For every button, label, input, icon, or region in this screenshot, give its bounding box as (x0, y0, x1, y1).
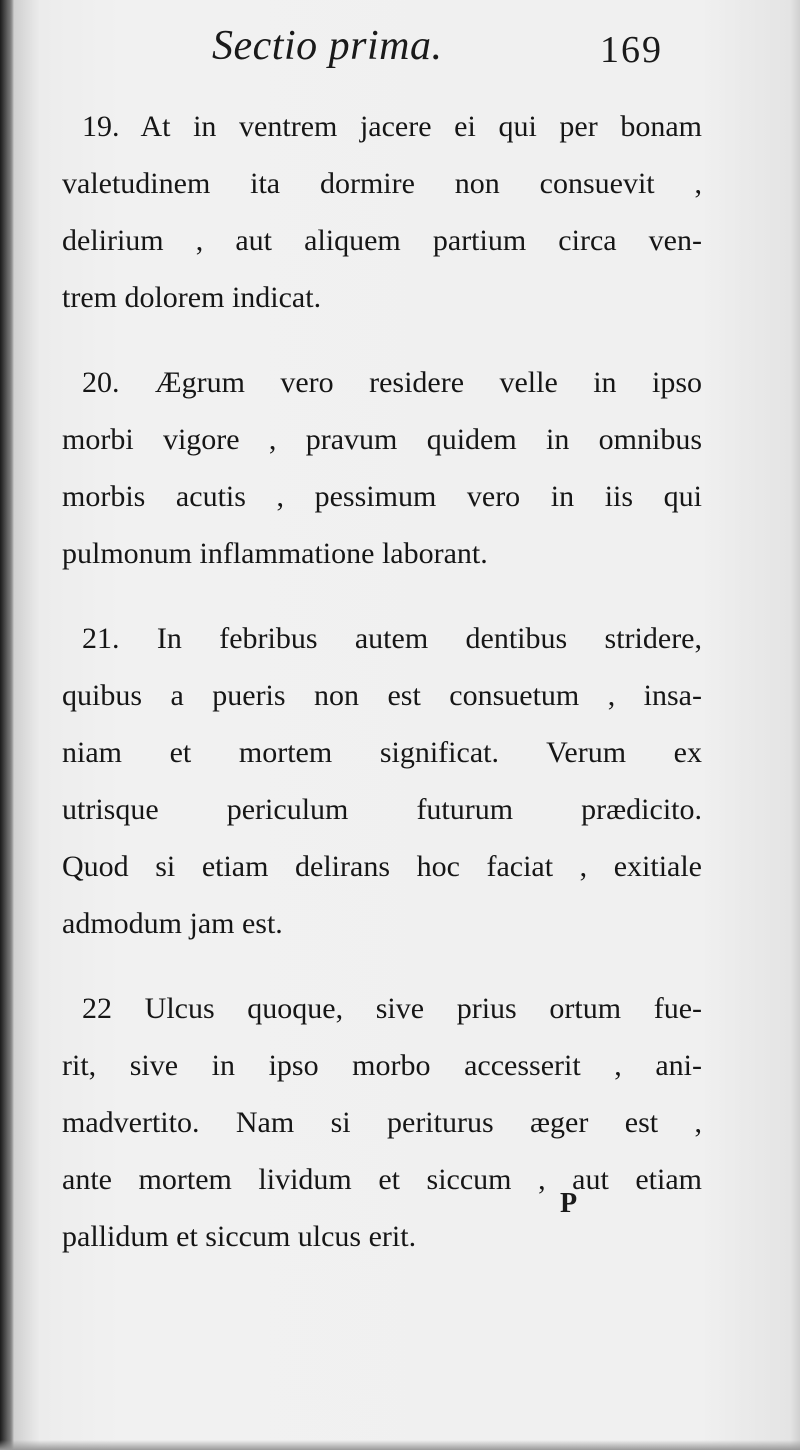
text-line: utrisque periculum futurum prædicito. (62, 793, 702, 826)
text-line: pulmonum inflammatione laborant. (62, 537, 488, 570)
paragraph-20 (62, 354, 702, 582)
text-line: morbi vigore , pravum quidem in omnibus (62, 423, 702, 456)
text-line: valetudinem ita dormire non consuevit , (62, 167, 702, 200)
text-line: trem dolorem indicat. (62, 281, 322, 314)
text-line: delirium , aut aliquem partium circa ven- (62, 224, 702, 257)
paragraph-21 (62, 610, 702, 952)
text-line: niam et mortem significat. Verum ex (62, 736, 702, 769)
paragraph-22 (62, 980, 702, 1265)
text-line: rit, sive in ipso morbo accesserit , ani- (62, 1049, 702, 1082)
page-number: 169 (600, 29, 663, 71)
page-header (0, 22, 800, 82)
text-line: quibus a pueris non est consuetum , insa- (62, 679, 702, 712)
text-line: morbis acutis , pessimum vero in iis qui (62, 480, 702, 513)
paragraph-19 (62, 98, 702, 326)
text-line: 22 Ulcus quoque, sive prius ortum fue- (82, 992, 702, 1025)
binding-shadow (0, 0, 14, 1450)
body-text (62, 98, 702, 1293)
text-line: ante mortem lividum et siccum , aut etiam (62, 1163, 702, 1196)
text-line: madvertito. Nam si periturus æger est , (62, 1106, 702, 1139)
signature-mark: P (560, 1188, 578, 1219)
running-title: Sectio prima. (212, 23, 443, 69)
text-line: 21. In febribus autem dentibus stridere, (82, 622, 702, 655)
text-line: pallidum et siccum ulcus erit. (62, 1220, 417, 1253)
text-line: admodum jam est. (62, 907, 283, 940)
page-bottom-shade (0, 1440, 800, 1450)
text-line: 19. At in ventrem jacere ei qui per bonam (82, 110, 702, 143)
text-line: Quod si etiam delirans hoc faciat , exitiale (62, 850, 702, 883)
text-line: 20. Ægrum vero residere velle in ipso (82, 366, 702, 399)
